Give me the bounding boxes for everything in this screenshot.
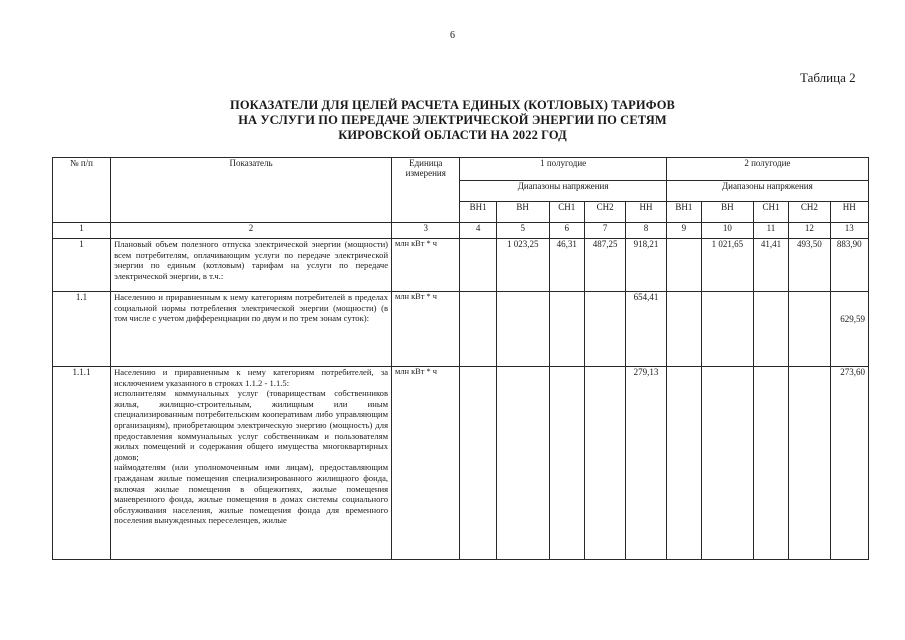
row-description — [111, 292, 392, 367]
value-cell — [584, 367, 625, 560]
value-cell — [496, 292, 549, 367]
row-unit: млн кВт * ч — [392, 239, 460, 292]
table-row — [53, 239, 869, 292]
column-number: 10 — [702, 223, 754, 239]
value-cell — [666, 292, 701, 367]
header-voltage: СН2 — [789, 202, 830, 223]
header-voltage: СН1 — [549, 202, 584, 223]
row-number: 1.1 — [53, 292, 111, 367]
page-number: 6 — [450, 30, 455, 41]
column-number: 7 — [584, 223, 625, 239]
title-line: НА УСЛУГИ ПО ПЕРЕДАЧЕ ЭЛЕКТРИЧЕСКОЙ ЭНЕРГИИ ПО СЕТЯМ — [238, 113, 667, 127]
row-description — [111, 239, 392, 292]
header-number: № п/п — [53, 158, 111, 223]
description-paragraph: исполнителям коммунальных услуг (товариществам собственников жилья, жилищно-строительным, жилищным или иным специализированным потребительским кооперативам либо управляющим организациям), приобретающим электрическую энергию (мощность) для предоставления коммунальных услуг собственникам и пользователям жилых помещений и содержания общего имущества многоквартирных домов; — [114, 388, 389, 462]
value-cell — [549, 367, 584, 560]
header-row-top — [53, 158, 869, 181]
header-voltage-ranges-h2: Диапазоны напряжения — [666, 181, 868, 202]
header-voltage-ranges-h1: Диапазоны напряжения — [460, 181, 666, 202]
table-label: Таблица 2 — [800, 70, 856, 85]
value-cell — [789, 292, 830, 367]
column-number: 12 — [789, 223, 830, 239]
value-cell — [789, 367, 830, 560]
value-cell — [666, 367, 701, 560]
header-voltage: НН — [830, 202, 868, 223]
header-voltage: НН — [626, 202, 666, 223]
description-paragraph: наймодателям (или уполномоченным ими лицам), предоставляющим гражданам жилые помещения специализированного жилищного фонда, включая жилые помещения в общежитиях, жилые помещения маневренного фонда, жилые помещения в домах системы социального обслуживания населения, жилые помещения фонда для временного поселения вынужденных переселенцев, жилые — [114, 462, 389, 526]
value-cell: 918,21 — [626, 239, 666, 292]
value-cell — [584, 292, 625, 367]
column-number: 13 — [830, 223, 868, 239]
value-cell — [702, 292, 754, 367]
row-number: 1.1.1 — [53, 367, 111, 560]
description-paragraph: Населению и приравненным к нему категориям потребителей, за исключением указанного в строках 1.1.2 - 1.1.5: — [114, 367, 389, 388]
header-half1: 1 полугодие — [460, 158, 666, 181]
description-paragraph: Плановый объем полезного отпуска электрической энергии (мощности) всем потребителям, оплачивающим услуги по передаче электрической энергии по единым (котловым) тарифам на услуги по передаче электрической энергии, в т.ч.: — [114, 239, 389, 281]
document-title — [140, 98, 765, 143]
value-cell: 654,41 — [626, 292, 666, 367]
value-cell — [549, 292, 584, 367]
value-cell — [702, 367, 754, 560]
row-number: 1 — [53, 239, 111, 292]
title-line: ПОКАЗАТЕЛИ ДЛЯ ЦЕЛЕЙ РАСЧЕТА ЕДИНЫХ (КОТЛОВЫХ) ТАРИФОВ — [230, 98, 675, 112]
table-row — [53, 367, 869, 560]
header-indicator: Показатель — [111, 158, 392, 223]
column-number: 8 — [626, 223, 666, 239]
value-cell: 493,50 — [789, 239, 830, 292]
header-half2: 2 полугодие — [666, 158, 868, 181]
header-voltage: СН2 — [584, 202, 625, 223]
column-number: 9 — [666, 223, 701, 239]
value-cell — [460, 239, 496, 292]
header-voltage: ВН — [702, 202, 754, 223]
value-cell: 273,60 — [830, 367, 868, 560]
header-voltage: СН1 — [753, 202, 788, 223]
description-paragraph: Населению и приравненным к нему категориям потребителей в пределах социальной нормы потребления электрической энергии (мощности) (в том числе с учетом дифференциации по двум и по трем зонам суток): — [114, 292, 389, 324]
value-cell: 487,25 — [584, 239, 625, 292]
value-cell: 1 023,25 — [496, 239, 549, 292]
column-number: 2 — [111, 223, 392, 239]
column-number-row — [53, 223, 869, 239]
value-cell: 279,13 — [626, 367, 666, 560]
value-cell — [666, 239, 701, 292]
row-description — [111, 367, 392, 560]
value-cell: 629,59 — [830, 292, 868, 367]
column-number: 11 — [753, 223, 788, 239]
header-voltage: ВН1 — [666, 202, 701, 223]
value-cell: 883,90 — [830, 239, 868, 292]
row-unit: млн кВт * ч — [392, 367, 460, 560]
value-cell: 41,41 — [753, 239, 788, 292]
column-number: 4 — [460, 223, 496, 239]
value-cell — [753, 367, 788, 560]
value-cell: 1 021,65 — [702, 239, 754, 292]
table-row — [53, 292, 869, 367]
value-cell — [460, 367, 496, 560]
column-number: 6 — [549, 223, 584, 239]
tariff-table — [52, 157, 869, 560]
column-number: 3 — [392, 223, 460, 239]
column-number: 5 — [496, 223, 549, 239]
header-unit: Единица измерения — [392, 158, 460, 223]
title-line: КИРОВСКОЙ ОБЛАСТИ НА 2022 ГОД — [338, 128, 567, 142]
column-number: 1 — [53, 223, 111, 239]
value-cell — [496, 367, 549, 560]
header-voltage: ВН — [496, 202, 549, 223]
row-unit: млн кВт * ч — [392, 292, 460, 367]
header-voltage: ВН1 — [460, 202, 496, 223]
value-cell — [460, 292, 496, 367]
value-cell — [753, 292, 788, 367]
value-cell: 46,31 — [549, 239, 584, 292]
